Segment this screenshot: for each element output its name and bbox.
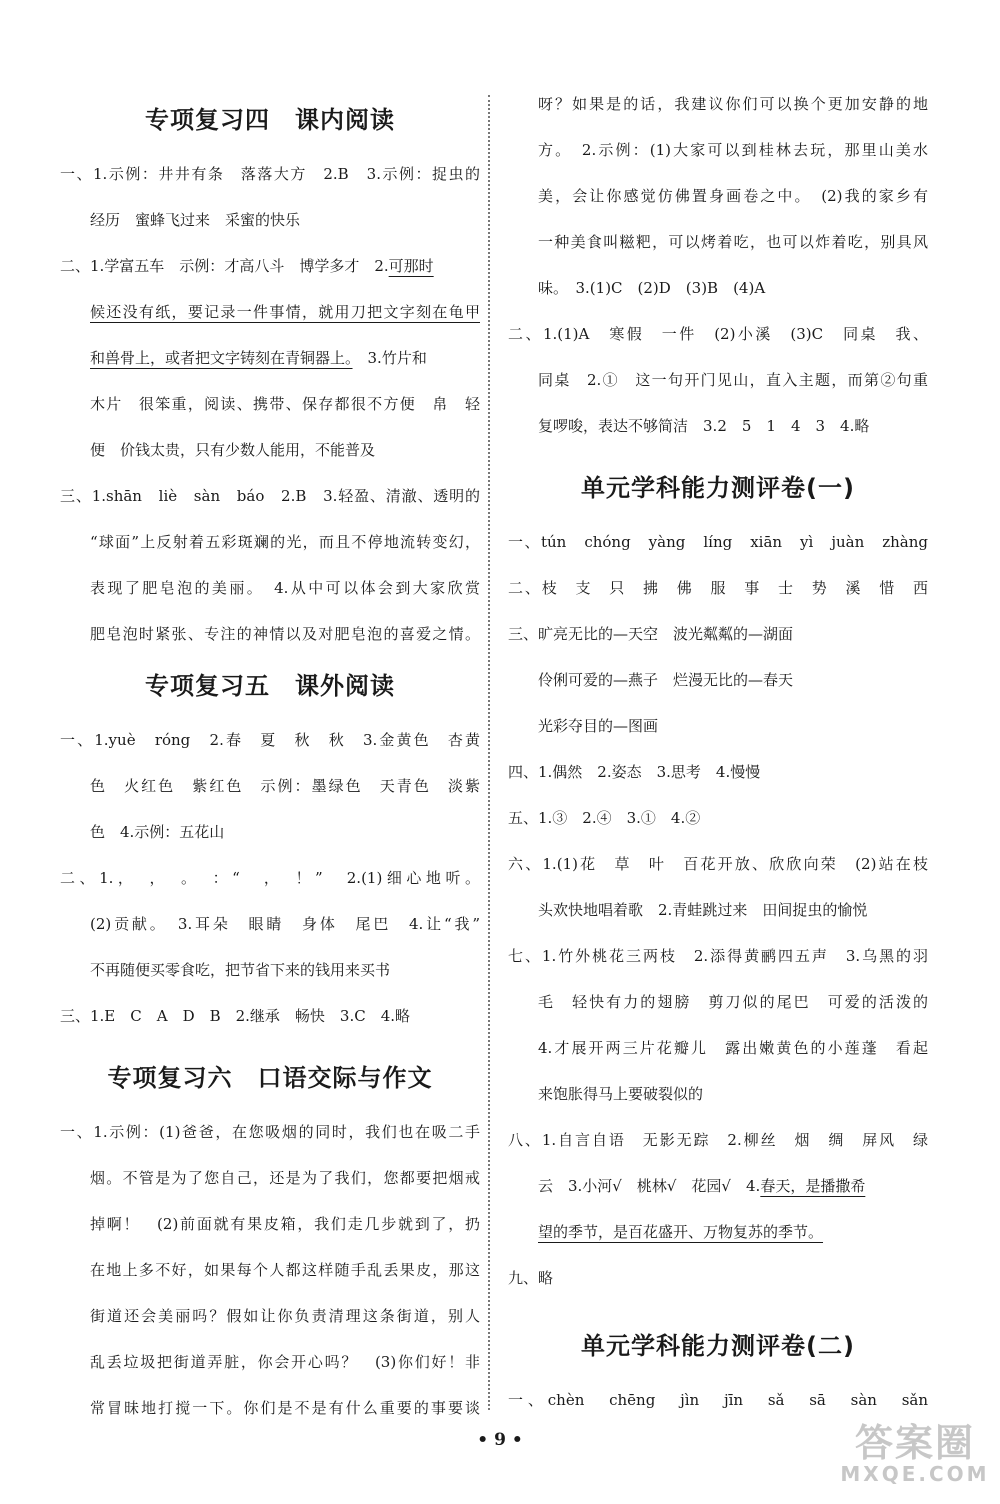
answer-line: 一、1.yuè róng 2.春 夏 秋 秋 3.金黄色 杏黄 — [60, 731, 480, 749]
answer-line: 三、1.shān liè sàn báo 2.B 3.轻盈、清澈、透明的 — [60, 487, 480, 505]
answer-line: 二、1.， ， 。 ：“ ， ！” 2.(1)细心地听。 — [60, 869, 480, 887]
answer-line: 美，会让你感觉仿佛置身画卷之中。 (2)我的家乡有 — [538, 187, 928, 205]
answer-line: 常冒昧地打搅一下。你们是不是有什么重要的事要谈 — [90, 1399, 480, 1417]
answer-line: 八、1.自言自语 无影无踪 2.柳丝 烟 绸 屏风 绿 — [508, 1131, 928, 1149]
answer-line: 一、1.示例：(1)爸爸，在您吸烟的同时，我们也在吸二手 — [60, 1123, 480, 1141]
underlined-answer: 望的季节，是百花盛开、万物复苏的季节。 — [538, 1223, 824, 1241]
section-heading-unit-test-2: 单元学科能力测评卷(二) — [581, 1332, 855, 1360]
page-number: • 9 • — [477, 1430, 523, 1450]
underlined-answer: 和兽骨上，或者把文字铸刻在青铜器上。 — [90, 349, 353, 367]
watermark-logo — [835, 1412, 995, 1492]
section-heading-review-6: 专项复习六 口语交际与作文 — [107, 1064, 433, 1092]
answer-line: 方。 2.示例：(1)大家可以到桂林去玩，那里山美水 — [538, 141, 928, 159]
answer-line: 伶俐可爱的—燕子 烂漫无比的—春天 — [538, 671, 794, 689]
answer-line: 六、1.(1)花 草 叶 百花开放、欣欣向荣 (2)站在枝 — [508, 855, 928, 873]
answer-line: 肥皂泡时紧张、专注的神情以及对肥皂泡的喜爱之情。 — [90, 625, 480, 643]
answer-line: 二、枝 支 只 拂 佛 服 事 士 势 溪 惜 西 — [508, 579, 928, 597]
answer-line: 不再随便买零食吃，把节省下来的钱用来买书 — [90, 961, 391, 979]
answer-line: 头欢快地唱着歌 2.青蛙跳过来 田间捉虫的愉悦 — [538, 901, 868, 919]
answer-line: 4.才展开两三片花瓣儿 露出嫩黄色的小莲蓬 看起 — [538, 1039, 928, 1057]
answer-line: 在地上多不好，如果每个人都这样随手乱丢果皮，那这 — [90, 1261, 480, 1279]
answer-line: (2)贡献。 3.耳朵 眼睛 身体 尾巴 4.让“我” — [90, 915, 480, 933]
answer-line: 烟。不管是为了您自己，还是为了我们，您都要把烟戒 — [90, 1169, 480, 1187]
answer-line: 五、1.③ 2.④ 3.① 4.② — [508, 809, 701, 827]
watermark-domain: MXQE.COM — [840, 1462, 990, 1486]
answer-line: 经历 蜜蜂飞过来 采蜜的快乐 — [90, 211, 301, 229]
answer-line: 味。 3.(1)C (2)D (3)B (4)A — [538, 279, 766, 297]
answer-line: 一种美食叫糍粑，可以烤着吃，也可以炸着吃，别具风 — [538, 233, 928, 251]
answer-line: 九、略 — [508, 1269, 554, 1287]
answer-line: 呀？如果是的话，我建议你们可以换个更加安静的地 — [538, 95, 928, 113]
answer-line: 三、1.E C A D B 2.继承 畅快 3.C 4.略 — [60, 1007, 411, 1025]
section-heading-review-4: 专项复习四 课内阅读 — [145, 106, 395, 134]
watermark-text: 答案圈 — [854, 1421, 975, 1465]
answer-line: 便 价钱太贵，只有少数人能用，不能普及 — [90, 441, 376, 459]
answer-line: 毛 轻快有力的翅膀 剪刀似的尾巴 可爱的活泼的 — [538, 993, 928, 1011]
underlined-answer: 春天，是播撒希 — [760, 1177, 866, 1195]
answer-line: 掉啊！ (2)前面就有果皮箱，我们走几步就到了，扔 — [90, 1215, 480, 1233]
answer-line: 色 火红色 紫红色 示例：墨绿色 天青色 淡紫 — [90, 777, 480, 795]
answer-line: 和兽骨上，或者把文字铸刻在青铜器上。 3.竹片和 — [90, 349, 427, 367]
answer-line: 一、1.示例：井井有条 落落大方 2.B 3.示例：捉虫的 — [60, 165, 480, 183]
answer-line: 二、1.(1)A 寒假 一件 (2)小溪 (3)C 同桌 我、 — [508, 325, 928, 343]
answer-line: 四、1.偶然 2.姿态 3.思考 4.慢慢 — [508, 763, 761, 781]
answer-line: “球面”上反射着五彩斑斓的光，而且不停地流转变幻， — [90, 533, 480, 551]
answer-line: 三、旷亮无比的—天空 波光粼粼的—湖面 — [508, 625, 794, 643]
answer-line: 木片 很笨重，阅读、携带、保存都很不方便 帛 轻 — [90, 395, 480, 413]
answer-line: 同桌 2.① 这一句开门见山，直入主题，而第②句重 — [538, 371, 928, 389]
answer-line: 一、tún chóng yàng líng xiān yì juàn zhàng — [508, 533, 928, 551]
section-heading-review-5: 专项复习五 课外阅读 — [145, 672, 395, 700]
answer-line: 表现了肥皂泡的美丽。 4.从中可以体会到大家欣赏 — [90, 579, 480, 597]
underlined-answer: 可那时 — [388, 257, 434, 275]
answer-line: 云 3.小河√ 桃林√ 花园√ 4.春天，是播撒希 — [538, 1177, 866, 1195]
answer-line: 乱丢垃圾把街道弄脏，你会开心吗？ (3)你们好！非 — [90, 1353, 480, 1371]
answer-line: 色 4.示例：五花山 — [90, 823, 225, 841]
answer-line: 街道还会美丽吗？假如让你负责清理这条街道，别人 — [90, 1307, 480, 1325]
answer-line: 来饱胀得马上要破裂似的 — [538, 1085, 704, 1103]
underlined-answer: 候还没有纸，要记录一件事情，就用刀把文字刻在龟甲 — [90, 303, 480, 321]
answer-line: 光彩夺目的—图画 — [538, 717, 659, 735]
section-heading-unit-test-1: 单元学科能力测评卷(一) — [581, 474, 855, 502]
column-divider — [488, 95, 490, 1410]
answer-line: 七、1.竹外桃花三两枝 2.添得黄鹂四五声 3.乌黑的羽 — [508, 947, 928, 965]
answer-line: 一、chèn chēng jìn jīn sǎ sā sàn sǎn — [508, 1391, 928, 1409]
answer-line: 二、1.学富五车 示例：才高八斗 博学多才 2.可那时 — [60, 257, 434, 275]
answer-line: 复啰唆，表达不够简洁 3.2 5 1 4 3 4.略 — [538, 417, 870, 435]
